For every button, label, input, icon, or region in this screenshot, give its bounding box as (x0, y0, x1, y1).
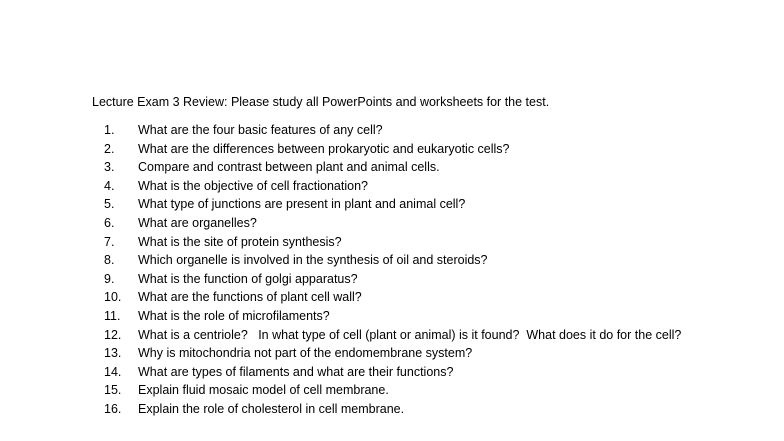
question-item (104, 214, 704, 233)
question-number: 8. (104, 253, 115, 268)
question-text: What is the site of protein synthesis? (138, 234, 342, 249)
question-item (104, 307, 704, 326)
question-number: 15. (104, 383, 122, 398)
question-text: Explain fluid mosaic model of cell membrane. (138, 383, 389, 398)
question-text: Explain the role of cholesterol in cell membrane. (138, 401, 405, 416)
question-text: What type of junctions are present in plant and animal cell? (138, 197, 466, 212)
question-item (104, 195, 704, 214)
question-item (104, 381, 704, 400)
question-text: What is a centriole? In what type of cell (plant or animal) is it found? What does it do for the cell? (138, 327, 682, 342)
question-number: 6. (104, 215, 115, 230)
question-number: 3. (104, 160, 115, 175)
question-text: Which organelle is involved in the synthesis of oil and steroids? (138, 253, 488, 268)
question-item (104, 288, 704, 307)
question-item (104, 270, 704, 289)
question-item (104, 233, 704, 252)
question-text: What are the differences between prokaryotic and eukaryotic cells? (138, 141, 510, 156)
question-number: 14. (104, 364, 122, 379)
question-number: 5. (104, 197, 115, 212)
question-item (104, 326, 704, 345)
question-number: 13. (104, 346, 122, 361)
question-number: 1. (104, 123, 115, 137)
question-text: What are the four basic features of any cell? (138, 123, 383, 137)
question-item (104, 251, 704, 270)
question-text: What is the role of microfilaments? (138, 308, 330, 323)
question-item (104, 177, 704, 196)
question-number: 4. (104, 178, 115, 193)
question-item (104, 158, 704, 177)
question-number: 11. (104, 308, 121, 323)
question-item (104, 363, 704, 382)
question-item (104, 344, 704, 363)
question-text: What is the function of golgi apparatus? (138, 271, 358, 286)
question-number: 2. (104, 141, 115, 156)
question-number: 7. (104, 234, 115, 249)
question-text: What is the objective of cell fractionation? (138, 178, 368, 193)
question-text: What are organelles? (138, 215, 257, 230)
question-text: Why is mitochondria not part of the endomembrane system? (138, 346, 473, 361)
question-text: What are the functions of plant cell wall? (138, 290, 362, 305)
question-item (104, 400, 704, 419)
question-item (104, 140, 704, 159)
question-number: 9. (104, 271, 115, 286)
question-number: 16. (104, 401, 122, 416)
question-text: Compare and contrast between plant and animal cells. (138, 160, 440, 175)
document-heading: Lecture Exam 3 Review: Please study all PowerPoints and worksheets for the test. (92, 95, 550, 109)
question-number: 12. (104, 327, 122, 342)
question-item (104, 121, 704, 140)
question-number: 10. (104, 290, 122, 305)
question-list (104, 121, 704, 419)
question-text: What are types of filaments and what are their functions? (138, 364, 454, 379)
